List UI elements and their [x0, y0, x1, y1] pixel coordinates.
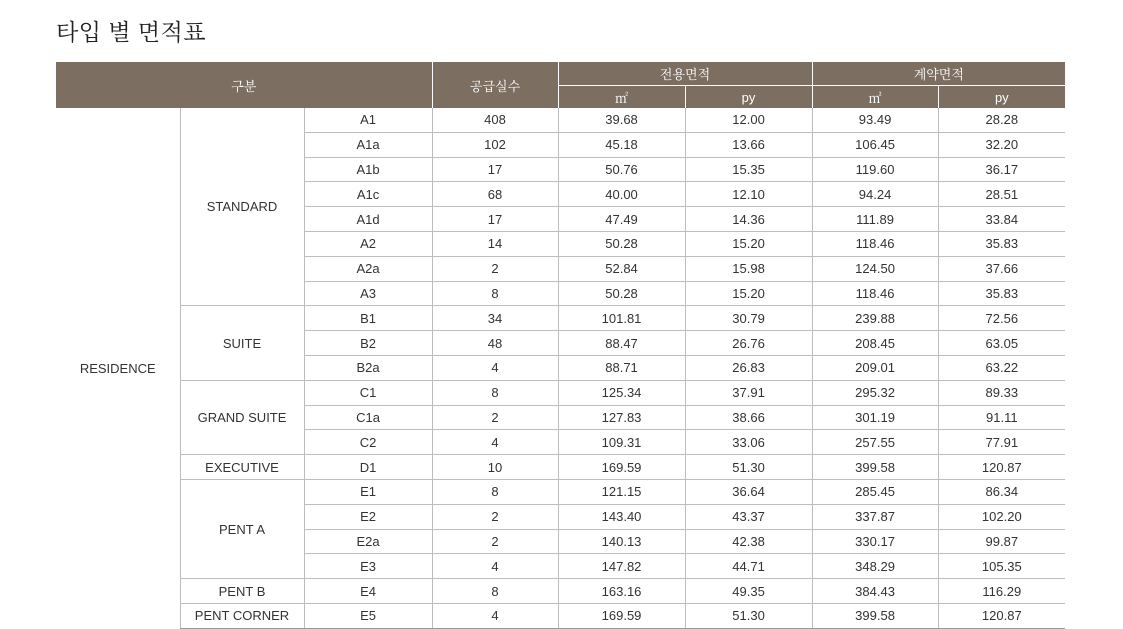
contract-py-cell: 86.34: [938, 479, 1065, 504]
category-cell: RESIDENCE: [79, 360, 156, 376]
exclusive-py-cell: 38.66: [685, 405, 812, 430]
exclusive-py-cell: 26.76: [685, 331, 812, 356]
contract-sqm-cell: 119.60: [812, 157, 938, 182]
contract-py-cell: 28.28: [938, 108, 1065, 132]
exclusive-py-cell: 43.37: [685, 504, 812, 529]
type-cell: A1c: [304, 182, 432, 207]
exclusive-py-cell: 51.30: [685, 455, 812, 480]
exclusive-sqm-cell: 45.18: [558, 132, 685, 157]
contract-sqm-cell: 94.24: [812, 182, 938, 207]
units-cell: 2: [432, 529, 558, 554]
exclusive-py-cell: 15.35: [685, 157, 812, 182]
type-cell: A2a: [304, 256, 432, 281]
units-cell: 2: [432, 405, 558, 430]
type-cell: E5: [304, 603, 432, 628]
table-body: [56, 108, 1065, 628]
units-cell: 4: [432, 603, 558, 628]
group-cell: PENT A: [180, 479, 304, 578]
exclusive-py-cell: 44.71: [685, 554, 812, 579]
units-cell: 17: [432, 207, 558, 232]
header-supply-units: 공급실수: [432, 62, 558, 108]
units-cell: 8: [432, 579, 558, 604]
exclusive-py-cell: 33.06: [685, 430, 812, 455]
group-cell: EXECUTIVE: [180, 455, 304, 480]
type-cell: C2: [304, 430, 432, 455]
exclusive-sqm-cell: 109.31: [558, 430, 685, 455]
contract-sqm-cell: 337.87: [812, 504, 938, 529]
contract-py-cell: 32.20: [938, 132, 1065, 157]
contract-py-cell: 105.35: [938, 554, 1065, 579]
exclusive-sqm-cell: 50.28: [558, 231, 685, 256]
contract-sqm-cell: 106.45: [812, 132, 938, 157]
exclusive-sqm-cell: 121.15: [558, 479, 685, 504]
header-exclusive-area: 전용면적: [558, 62, 812, 86]
contract-sqm-cell: 209.01: [812, 355, 938, 380]
exclusive-py-cell: 37.91: [685, 380, 812, 405]
contract-sqm-cell: 239.88: [812, 306, 938, 331]
type-cell: D1: [304, 455, 432, 480]
exclusive-sqm-cell: 169.59: [558, 603, 685, 628]
contract-py-cell: 37.66: [938, 256, 1065, 281]
group-cell: SUITE: [180, 306, 304, 380]
units-cell: 8: [432, 281, 558, 306]
header-division: 구분: [56, 62, 432, 108]
contract-sqm-cell: 295.32: [812, 380, 938, 405]
group-cell: GRAND SUITE: [180, 380, 304, 454]
type-cell: B1: [304, 306, 432, 331]
contract-py-cell: 91.11: [938, 405, 1065, 430]
exclusive-py-cell: 15.20: [685, 281, 812, 306]
exclusive-py-cell: 36.64: [685, 479, 812, 504]
units-cell: 48: [432, 331, 558, 356]
contract-py-cell: 35.83: [938, 231, 1065, 256]
units-cell: 8: [432, 380, 558, 405]
contract-py-cell: 89.33: [938, 380, 1065, 405]
contract-sqm-cell: 93.49: [812, 108, 938, 132]
type-cell: B2: [304, 331, 432, 356]
units-cell: 14: [432, 231, 558, 256]
type-cell: A3: [304, 281, 432, 306]
type-cell: E4: [304, 579, 432, 604]
exclusive-py-cell: 12.10: [685, 182, 812, 207]
header-exclusive-sqm: ㎡: [558, 86, 685, 109]
contract-sqm-cell: 384.43: [812, 579, 938, 604]
contract-sqm-cell: 118.46: [812, 231, 938, 256]
contract-py-cell: 28.51: [938, 182, 1065, 207]
type-cell: E1: [304, 479, 432, 504]
exclusive-sqm-cell: 163.16: [558, 579, 685, 604]
units-cell: 68: [432, 182, 558, 207]
contract-py-cell: 120.87: [938, 455, 1065, 480]
type-cell: B2a: [304, 355, 432, 380]
page-title: 타입 별 면적표: [56, 19, 207, 45]
exclusive-sqm-cell: 143.40: [558, 504, 685, 529]
exclusive-sqm-cell: 47.49: [558, 207, 685, 232]
units-cell: 17: [432, 157, 558, 182]
contract-sqm-cell: 330.17: [812, 529, 938, 554]
exclusive-sqm-cell: 39.68: [558, 108, 685, 132]
exclusive-py-cell: 26.83: [685, 355, 812, 380]
area-table: [56, 62, 1065, 629]
group-cell: STANDARD: [180, 108, 304, 306]
contract-sqm-cell: 118.46: [812, 281, 938, 306]
units-cell: 4: [432, 554, 558, 579]
units-cell: 4: [432, 355, 558, 380]
type-cell: A1a: [304, 132, 432, 157]
exclusive-sqm-cell: 125.34: [558, 380, 685, 405]
table-row: [56, 479, 1065, 504]
type-cell: C1: [304, 380, 432, 405]
contract-py-cell: 33.84: [938, 207, 1065, 232]
exclusive-sqm-cell: 101.81: [558, 306, 685, 331]
contract-py-cell: 77.91: [938, 430, 1065, 455]
header-contract-py: py: [938, 86, 1065, 109]
units-cell: 10: [432, 455, 558, 480]
units-cell: 34: [432, 306, 558, 331]
table-row: [56, 108, 1065, 132]
table-row: [56, 380, 1065, 405]
exclusive-sqm-cell: 88.47: [558, 331, 685, 356]
contract-sqm-cell: 285.45: [812, 479, 938, 504]
contract-sqm-cell: 208.45: [812, 331, 938, 356]
exclusive-sqm-cell: 127.83: [558, 405, 685, 430]
header-contract-sqm: ㎡: [812, 86, 938, 109]
type-cell: A1: [304, 108, 432, 132]
units-cell: 2: [432, 504, 558, 529]
contract-py-cell: 72.56: [938, 306, 1065, 331]
contract-sqm-cell: 124.50: [812, 256, 938, 281]
contract-sqm-cell: 399.58: [812, 603, 938, 628]
exclusive-sqm-cell: 52.84: [558, 256, 685, 281]
exclusive-py-cell: 30.79: [685, 306, 812, 331]
contract-py-cell: 35.83: [938, 281, 1065, 306]
units-cell: 4: [432, 430, 558, 455]
exclusive-py-cell: 15.98: [685, 256, 812, 281]
type-cell: E3: [304, 554, 432, 579]
contract-py-cell: 99.87: [938, 529, 1065, 554]
exclusive-py-cell: 42.38: [685, 529, 812, 554]
group-cell: PENT B: [180, 579, 304, 604]
type-cell: A1b: [304, 157, 432, 182]
exclusive-sqm-cell: 50.28: [558, 281, 685, 306]
header-exclusive-py: py: [685, 86, 812, 109]
table-row: [56, 306, 1065, 331]
contract-sqm-cell: 111.89: [812, 207, 938, 232]
header-contract-area: 계약면적: [812, 62, 1065, 86]
exclusive-py-cell: 13.66: [685, 132, 812, 157]
type-cell: E2: [304, 504, 432, 529]
exclusive-py-cell: 51.30: [685, 603, 812, 628]
exclusive-py-cell: 14.36: [685, 207, 812, 232]
exclusive-py-cell: 15.20: [685, 231, 812, 256]
contract-py-cell: 116.29: [938, 579, 1065, 604]
exclusive-sqm-cell: 140.13: [558, 529, 685, 554]
units-cell: 8: [432, 479, 558, 504]
contract-sqm-cell: 301.19: [812, 405, 938, 430]
contract-sqm-cell: 348.29: [812, 554, 938, 579]
exclusive-sqm-cell: 88.71: [558, 355, 685, 380]
contract-sqm-cell: 399.58: [812, 455, 938, 480]
units-cell: 102: [432, 132, 558, 157]
contract-py-cell: 102.20: [938, 504, 1065, 529]
contract-py-cell: 63.05: [938, 331, 1065, 356]
contract-py-cell: 36.17: [938, 157, 1065, 182]
contract-sqm-cell: 257.55: [812, 430, 938, 455]
exclusive-sqm-cell: 50.76: [558, 157, 685, 182]
exclusive-sqm-cell: 169.59: [558, 455, 685, 480]
type-cell: A1d: [304, 207, 432, 232]
type-cell: C1a: [304, 405, 432, 430]
table-row: [56, 579, 1065, 604]
units-cell: 408: [432, 108, 558, 132]
exclusive-sqm-cell: 147.82: [558, 554, 685, 579]
type-cell: E2a: [304, 529, 432, 554]
type-cell: A2: [304, 231, 432, 256]
exclusive-py-cell: 12.00: [685, 108, 812, 132]
group-cell: PENT CORNER: [180, 603, 304, 628]
contract-py-cell: 120.87: [938, 603, 1065, 628]
units-cell: 2: [432, 256, 558, 281]
contract-py-cell: 63.22: [938, 355, 1065, 380]
table-row: [56, 455, 1065, 480]
exclusive-py-cell: 49.35: [685, 579, 812, 604]
exclusive-sqm-cell: 40.00: [558, 182, 685, 207]
